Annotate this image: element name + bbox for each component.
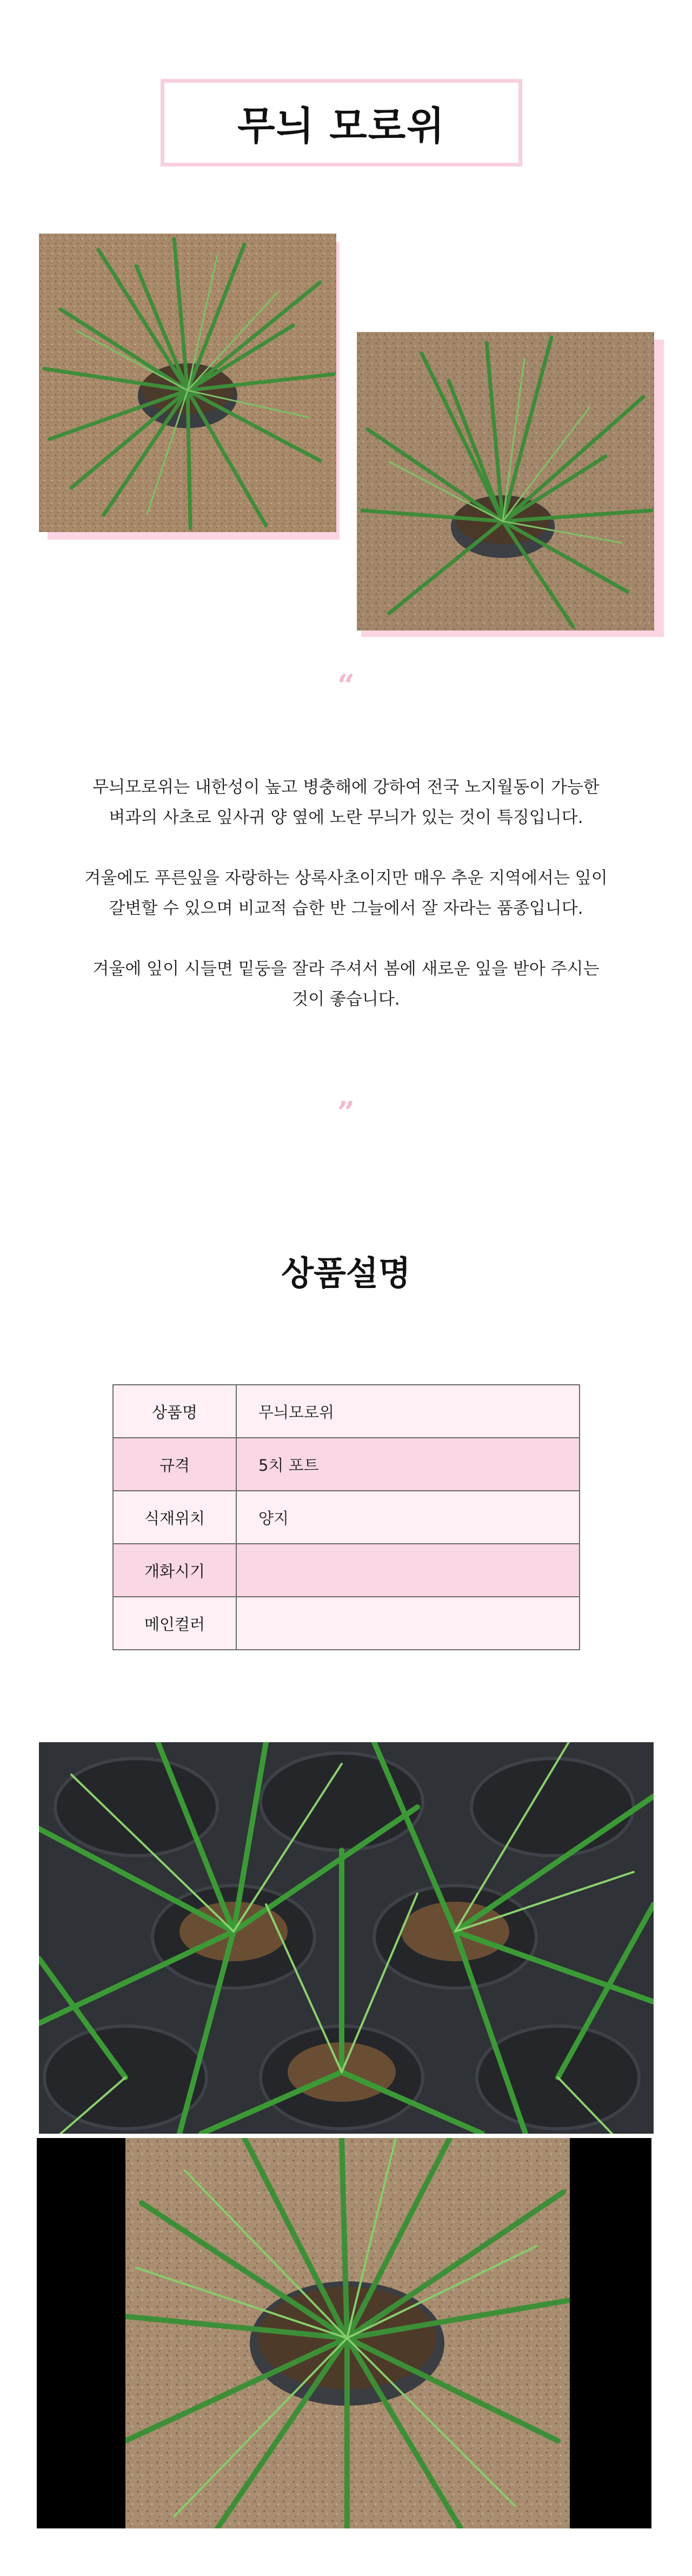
plant-pot-photo-2 xyxy=(357,332,654,630)
close-quote-icon: ” xyxy=(337,1095,355,1131)
spec-label: 규격 xyxy=(113,1438,236,1491)
spec-value: 양지 xyxy=(236,1491,580,1544)
plant-closeup-photo-1 xyxy=(39,1742,654,2134)
plant-pot-photo-1-icon xyxy=(39,234,336,532)
intro-paragraph-3: 겨울에 잎이 시들면 밑둥을 잘라 주셔서 봄에 새로운 잎을 받아 주시는 것이 좋습니다. xyxy=(92,959,600,1009)
spec-value xyxy=(236,1597,580,1650)
intro-paragraph-2: 겨울에도 푸른잎을 자랑하는 상록사초이지만 매우 추운 지역에서는 잎이 갈변할 수 있으며 비교적 습한 반 그늘에서 잘 자라는 품종입니다. xyxy=(84,868,608,918)
plant-closeup-photo-2-icon xyxy=(125,2138,570,2528)
product-section-heading: 상품설명 xyxy=(281,1253,411,1293)
product-spec-table xyxy=(112,1384,580,1650)
spec-row-main-color xyxy=(113,1597,580,1650)
spec-row-product-name xyxy=(113,1385,580,1438)
plant-closeup-photo-1-icon xyxy=(39,1742,654,2134)
spec-value: 무늬모로위 xyxy=(236,1385,580,1438)
page-title: 무늬 모로위 xyxy=(237,103,445,149)
plant-pot-photo-2-icon xyxy=(357,332,654,630)
title-box xyxy=(161,79,522,167)
spec-row-planting-location xyxy=(113,1491,580,1544)
spec-row-size xyxy=(113,1438,580,1491)
spec-value xyxy=(236,1544,580,1597)
spec-row-bloom-season xyxy=(113,1544,580,1597)
spec-label: 개화시기 xyxy=(113,1544,236,1597)
plant-closeup-photo-2 xyxy=(125,2138,570,2528)
plant-pot-photo-1 xyxy=(39,234,336,532)
intro-paragraph-1: 무늬모로위는 내한성이 높고 병충해에 강하여 전국 노지월동이 가능한 벼과의 사초로 잎사귀 양 옆에 노란 무늬가 있는 것이 특징입니다. xyxy=(92,778,600,827)
open-quote-icon: “ xyxy=(337,668,355,703)
spec-value: 5치 포트 xyxy=(236,1438,580,1491)
spec-label: 메인컬러 xyxy=(113,1597,236,1650)
spec-label: 식재위치 xyxy=(113,1491,236,1544)
spec-label: 상품명 xyxy=(113,1385,236,1438)
